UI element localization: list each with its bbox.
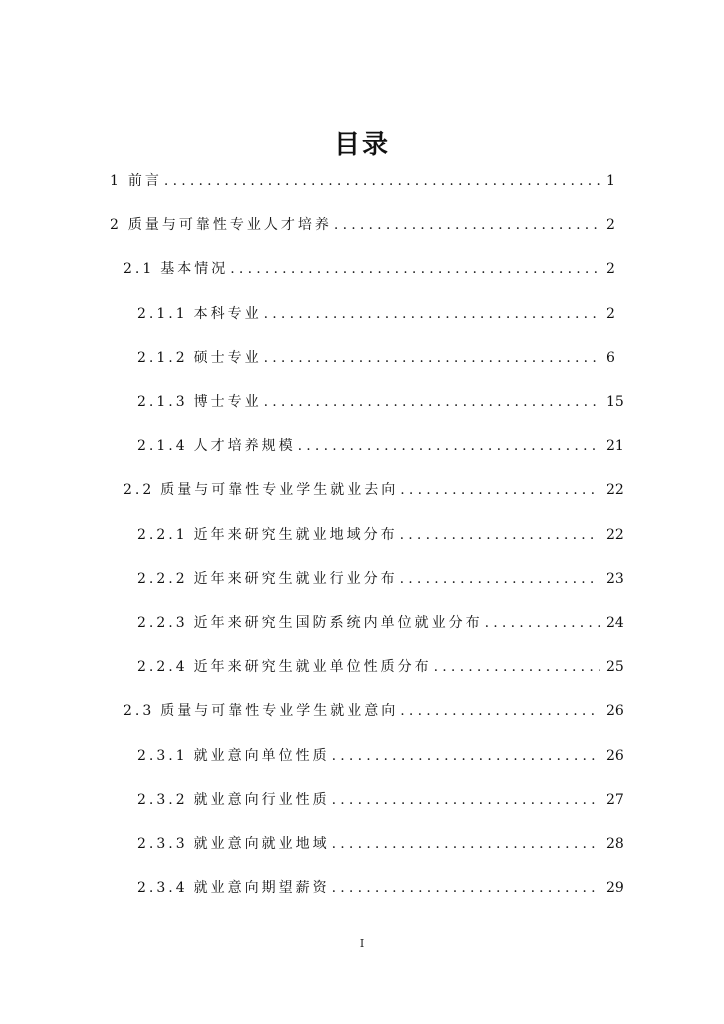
toc-entry[interactable] xyxy=(137,303,614,325)
toc-entry-number: 2.2.1 xyxy=(137,526,188,543)
toc-entry-page-number: 26 xyxy=(606,703,624,720)
toc-entry-page-number: 22 xyxy=(606,526,624,543)
toc-entry-number: 2.2.2 xyxy=(137,570,188,587)
toc-entry-title: 前言 xyxy=(127,173,162,189)
toc-entry[interactable] xyxy=(137,435,624,457)
toc-entry-title: 近年来研究生国防系统内单位就业分布 xyxy=(193,615,483,631)
toc-entry-number: 2 xyxy=(110,217,122,234)
toc-entry-page-number: 21 xyxy=(606,438,624,455)
toc-entry-page-number: 2 xyxy=(606,305,615,322)
dot-leader xyxy=(332,789,600,811)
toc-entry[interactable] xyxy=(137,391,624,413)
dot-leader xyxy=(334,214,600,236)
toc-entry-page-number: 1 xyxy=(606,173,615,189)
toc-entry[interactable] xyxy=(123,479,624,501)
toc-entry[interactable] xyxy=(137,745,624,767)
toc-entry[interactable] xyxy=(137,347,614,369)
toc-entry-title: 就业意向期望薪资 xyxy=(193,880,330,897)
toc-entry-title: 人才培养规模 xyxy=(193,438,296,455)
toc-entry-number: 2.1.1 xyxy=(137,305,188,322)
toc-entry-page-number: 29 xyxy=(606,880,624,897)
toc-entry-page-number: 22 xyxy=(606,482,624,499)
toc-entry[interactable] xyxy=(110,170,614,192)
dot-leader xyxy=(400,700,600,722)
toc-entry-number: 2.1.2 xyxy=(137,349,188,366)
toc-entry-number: 1 xyxy=(110,173,122,189)
toc-entry-title: 质量与可靠性专业学生就业意向 xyxy=(160,703,399,720)
toc-entry-title: 本科专业 xyxy=(193,305,262,322)
toc-entry-title: 近年来研究生就业行业分布 xyxy=(193,570,398,587)
dot-leader xyxy=(264,303,600,325)
toc-entry-title: 质量与可靠性专业人才培养 xyxy=(127,217,332,234)
dot-leader xyxy=(400,568,600,590)
toc-entry-number: 2.2.3 xyxy=(137,615,188,631)
toc-entry-page-number: 26 xyxy=(606,747,624,764)
dot-leader xyxy=(264,347,600,369)
dot-leader xyxy=(264,391,600,413)
toc-entry-title: 就业意向就业地域 xyxy=(193,836,330,852)
dot-leader xyxy=(332,745,600,767)
toc-entry-title: 近年来研究生就业单位性质分布 xyxy=(193,659,432,676)
dot-leader xyxy=(298,435,600,457)
toc-entry-number: 2.3.3 xyxy=(137,836,188,852)
toc-entry-page-number: 25 xyxy=(606,659,624,676)
dot-leader xyxy=(400,479,600,501)
toc-entry-title: 基本情况 xyxy=(160,261,229,278)
toc-entry-page-number: 6 xyxy=(606,349,615,366)
toc-entry-number: 2.3.2 xyxy=(137,791,188,808)
dot-leader xyxy=(434,656,600,678)
dot-leader xyxy=(230,258,600,280)
page-title: 目录 xyxy=(333,130,390,160)
toc-entry-title: 博士专业 xyxy=(193,394,262,410)
toc-entry-number: 2.1 xyxy=(123,261,155,278)
toc-entry-title: 硕士专业 xyxy=(193,349,262,366)
page-number: I xyxy=(359,937,365,950)
toc-entry[interactable] xyxy=(123,258,614,280)
toc-entry[interactable] xyxy=(137,524,624,546)
toc-entry-number: 2.3.4 xyxy=(137,880,188,897)
toc-entry[interactable] xyxy=(137,789,624,811)
dot-leader xyxy=(485,612,600,634)
toc-entry-title: 就业意向行业性质 xyxy=(193,791,330,808)
toc-entry-page-number: 28 xyxy=(606,836,624,852)
toc-entry-page-number: 2 xyxy=(606,217,615,234)
toc-entry[interactable] xyxy=(123,700,624,722)
toc-entry-number: 2.2 xyxy=(123,482,155,499)
toc-entry-number: 2.1.3 xyxy=(137,394,188,410)
dot-leader xyxy=(332,877,600,899)
toc-entry[interactable] xyxy=(137,612,624,634)
toc-entry[interactable] xyxy=(137,568,624,590)
toc-entry-page-number: 27 xyxy=(606,791,624,808)
toc-entry-number: 2.1.4 xyxy=(137,438,188,455)
toc-entry[interactable] xyxy=(137,656,624,678)
toc-entry-page-number: 15 xyxy=(606,394,624,410)
toc-entry-title: 质量与可靠性专业学生就业去向 xyxy=(160,482,399,499)
toc-entry-title: 近年来研究生就业地域分布 xyxy=(193,526,398,543)
toc-entry-page-number: 2 xyxy=(606,261,615,278)
toc-entry[interactable] xyxy=(137,877,624,899)
toc-entry[interactable] xyxy=(110,214,614,236)
dot-leader xyxy=(332,833,600,855)
toc-entry-title: 就业意向单位性质 xyxy=(193,747,330,764)
toc-entry-number: 2.3 xyxy=(123,703,155,720)
dot-leader xyxy=(400,524,600,546)
dot-leader xyxy=(164,170,600,192)
toc-entry-page-number: 24 xyxy=(606,615,624,631)
toc-entry[interactable] xyxy=(137,833,624,855)
toc-entry-page-number: 23 xyxy=(606,570,624,587)
toc-entry-number: 2.2.4 xyxy=(137,659,188,676)
toc-entry-number: 2.3.1 xyxy=(137,747,188,764)
